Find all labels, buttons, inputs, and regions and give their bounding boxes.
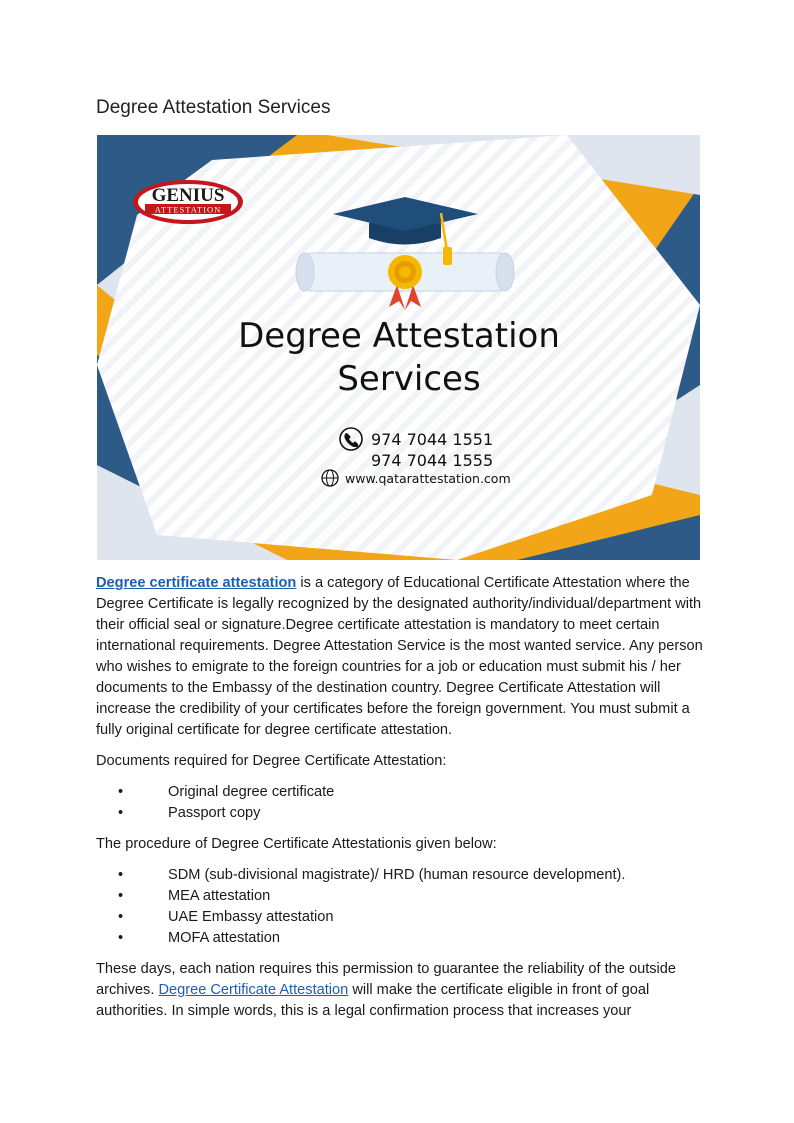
- closing-text-after: will make the certificate eligible in front of goal authorities. In simple words, this is a legal confirmation process that increases your: [96, 982, 650, 1019]
- logo-text-top: GENIUS: [151, 185, 225, 206]
- phone-number-1: 974 7044 1551: [371, 430, 494, 449]
- procedure-list: [96, 865, 706, 949]
- closing-paragraph: [96, 959, 706, 1022]
- website-url: www.qatarattestation.com: [345, 471, 511, 486]
- procedure-heading: The procedure of Degree Certificate Attestationis given below:: [96, 836, 497, 852]
- list-item: • SDM (sub-divisional magistrate)/ HRD (human resource development).: [96, 865, 706, 886]
- article-body: [96, 573, 706, 1032]
- intro-paragraph: [96, 573, 706, 741]
- banner-heading-line2: Services: [337, 359, 481, 399]
- degree-certificate-attestation-link[interactable]: Degree certificate attestation: [96, 575, 297, 591]
- list-item: • MEA attestation: [96, 886, 706, 907]
- closing-text-before: These days, each nation requires this permission to guarantee the reliability of the outside archives.: [96, 961, 677, 998]
- documents-list: [96, 782, 706, 824]
- list-item: • MOFA attestation: [96, 928, 706, 949]
- list-item: • UAE Embassy attestation: [96, 907, 706, 928]
- degree-certificate-attestation-link-2[interactable]: Degree Certificate Attestation: [158, 982, 349, 998]
- phone-number-2: 974 7044 1555: [371, 451, 494, 470]
- page-title: Degree Attestation Services: [96, 97, 331, 118]
- banner-heading-line1: Degree Attestation: [238, 316, 560, 356]
- logo: [133, 180, 243, 224]
- list-item: • Original degree certificate: [96, 782, 706, 803]
- logo-text-bottom: ATTESTATION: [154, 204, 222, 215]
- documents-heading: Documents required for Degree Certificate Attestation:: [96, 753, 447, 769]
- list-item: • Passport copy: [96, 803, 706, 824]
- banner-image: [97, 135, 700, 560]
- intro-text: is a category of Educational Certificate Attestation where the Degree Certificate is legally recognized by the designated authority/individual/department with their official seal or signature.Degree certificate attestation is mandatory to meet certain international requirements. Degree Attestation Service is the most wanted service. Any person who wishes to emigrate to the foreign countries for a job or education must submit his / her documents to the Embassy of the destination country. Degree Certificate Attestation will increase the credibility of your certificates before the foreign government. You must submit a fully original certificate for degree certificate attestation.: [96, 575, 703, 738]
